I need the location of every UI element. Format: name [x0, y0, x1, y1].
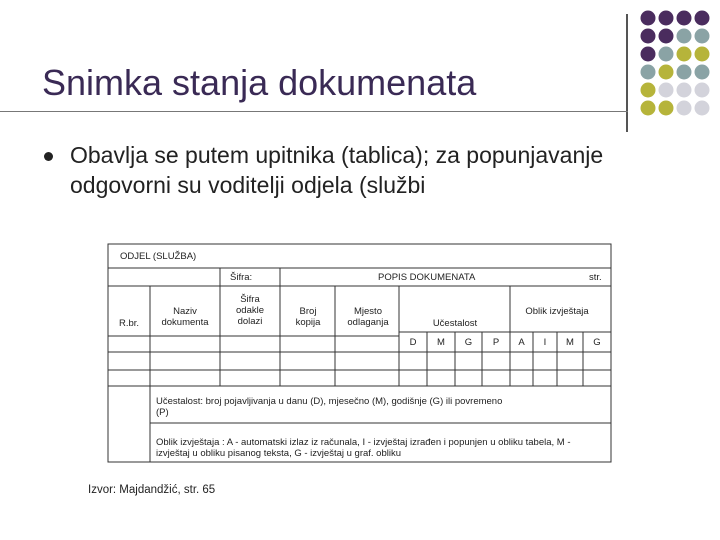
header-rbr: R.br.: [118, 318, 140, 329]
form-popis-label: POPIS DOKUMENATA: [378, 272, 476, 283]
oblik-m: M: [566, 337, 574, 348]
oblik-i: I: [543, 337, 547, 348]
header-broj-kopija: Broj kopija: [295, 306, 321, 328]
ucestalost-p: P: [492, 337, 500, 348]
oblik-g: G: [593, 337, 601, 348]
header-oblik: Oblik izvještaja: [525, 306, 589, 317]
header-mjesto: Mjesto odlaganja: [347, 306, 389, 328]
note-oblik: Oblik izvještaja : A - automatski izlaz iz računala, I - izvještaj izrađen i popunjen u obliku tabela, M - izvještaj u obliku pisanog teksta, G - izvještaj u graf. obliku: [156, 437, 571, 459]
ucestalost-d: D: [409, 337, 417, 348]
form-sifra-label: Šifra:: [230, 272, 253, 283]
form-str-label: str.: [589, 272, 602, 283]
ucestalost-g: G: [464, 337, 473, 348]
slide-title: Snimka stanja dokumenata: [42, 62, 477, 103]
header-sifra-odakle: Šifra odakle dolazi: [236, 294, 264, 327]
oblik-a: A: [518, 337, 525, 348]
header-ucestalost: Učestalost: [432, 318, 478, 329]
note-ucestalost: Učestalost: broj pojavljivanja u danu (D), mjesečno (M), godišnje (G) ili povremeno (P): [156, 396, 503, 418]
ucestalost-m: M: [437, 337, 445, 348]
form-odjel-label: ODJEL (SLUŽBA): [120, 251, 197, 262]
bullet-text: Obavlja se putem upitnika (tablica); za popunjavanje odgovorni su voditelji odjela (službi: [70, 142, 604, 198]
source-citation: Izvor: Majdandžić, str. 65: [88, 484, 216, 496]
header-naziv: Naziv dokumenta: [161, 306, 209, 328]
